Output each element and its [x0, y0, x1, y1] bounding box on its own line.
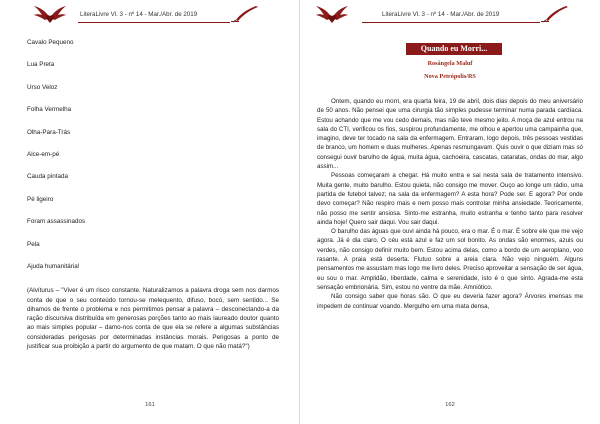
list-item: Urso Veloz — [27, 83, 58, 91]
list-item: Cavalo Pequeno — [27, 39, 74, 46]
story-paragraph: Ontem, quando eu morri, era quarta feira, 19 de abril, dois dias depois do meu aniversário de 50 anos. Não pensei que uma cirurgia tão simples pudesse terminar numa parada cardíaca. Estou achando que me vou cedo demais, mas não teve mesmo jeito. A moça de azul entrou na sala do CTI, verificou os fios, suspirou profundamente, me olhou e apertou uma campainha que, imagino, deve ter tocado na sala da enfermagem. Entraram, logo depois, três pessoas vestidas de branco, um homem e duas mulheres. Apenas resmungavam. Quis ouvir o que diziam mas só consegui ouvir barulho de água, muita água, cachoeira, cascatas, cataratas, ondas do mar, algo assim... — [317, 98, 583, 171]
winged-heart-icon — [33, 3, 67, 25]
right-page — [300, 0, 600, 424]
header-title: LiteraLivre Vl. 3 - nº 14 - Mar./Abr. de 2019 — [80, 11, 198, 18]
list-item: Pela — [27, 240, 40, 248]
story-title: Quando eu Morri... — [406, 43, 502, 55]
list-item: Pé ligeiro — [27, 195, 54, 203]
story-paragraph: O barulho das águas que ouvi ainda há pouco, era o mar. É o mar. É sobre ele que me vejo agora. Já é dia claro. O céu está azul e faz um sol bonito. As ondas são enormes, azuis ou verdes, não consigo definir muito bem. Estou acima delas, como a bordo de um aeroplano, voo rasante. A praia está deserta. Flutuo sobre a areia clara. Não vejo ninguém. Alguns pensamentos me assustam mas logo me livro deles. Preciso aproveitar a sensação de ser água, eu sou o mar. Amplidão, liberdade, calma e serenidade, isto é o que sinto. Agrada-me esta sensação embrionária. Sim, estou no ventre da mãe. Amniótico. — [317, 228, 583, 291]
header-title: LiteraLivre Vl. 3 - nº 14 - Mar./Abr. de 2019 — [382, 11, 500, 18]
page-header — [0, 3, 300, 27]
poem-list — [27, 38, 279, 351]
list-item: Olha-Para-Trás — [27, 128, 71, 136]
author-location: Nova Petrópolis/RS — [424, 73, 476, 80]
list-item: Cauda pintada — [27, 173, 68, 181]
list-item: Foram assassinados — [27, 218, 86, 226]
story-paragraph: Não consigo saber que horas são. O que eu deveria fazer agora? Árvores imensas me impedem de continuar voando. Mergulho em uma mata densa, — [317, 293, 583, 310]
page-number: 161 — [145, 402, 155, 408]
header-rule — [362, 22, 540, 23]
winged-heart-icon — [315, 3, 349, 25]
quill-pen-icon — [230, 5, 260, 23]
page-number: 162 — [445, 402, 455, 408]
list-item: Folha Vermelha — [27, 106, 72, 114]
author-name: Rosângela Maluf — [427, 60, 473, 67]
quill-pen-icon — [540, 5, 570, 23]
story-body — [317, 97, 583, 311]
header-rule — [78, 22, 230, 23]
list-item: Ajuda humanitária! — [27, 262, 80, 270]
page-header — [300, 3, 600, 27]
list-item: Alce-em-pé — [27, 150, 60, 158]
list-item: Lua Preta — [27, 61, 55, 69]
story-paragraph: Pessoas começaram a chegar. Há muito entra e sai nesta sala de tratamento intensivo. Muita gente, muito barulho. Estou quieta, não consigo me mover. Ouço ao longe um rádio, uma partida de futebol talvez; na sala da enfermagem? A esta hora? Pode ser. E agora? Por onde devo começar? Não respiro mais e nem posso mais controlar minha ansiedade. Teoricamente, não posso me sentir ansiosa. Sinto-me estranha, muito estranha e tenho tanto para resolver ainda hoje! Quero sair daqui. Vou sair daqui. — [317, 172, 583, 226]
closing-paragraph: (Alvíturus – "Viver é um risco constante. Naturalizamos a palavra droga sem nos darmos conta de que o seu conteúdo tornou-se melequento, difuso, bocó, sem sentido... Se dihamos de frente o problema e nos permitimos pensar a palavra – desconectando-a da ração discursiva distribuída em generosas porções tanto ao mais laureado doutor quanto ao mais simples popular – damo-nos conta de que ela se refere a algumas substâncias consideradas perigosas por determinadas instâncias morais. Perigosas a ponto de justificar sua proibição a partir do argumento de que matam. O que não matá?") — [27, 287, 279, 351]
